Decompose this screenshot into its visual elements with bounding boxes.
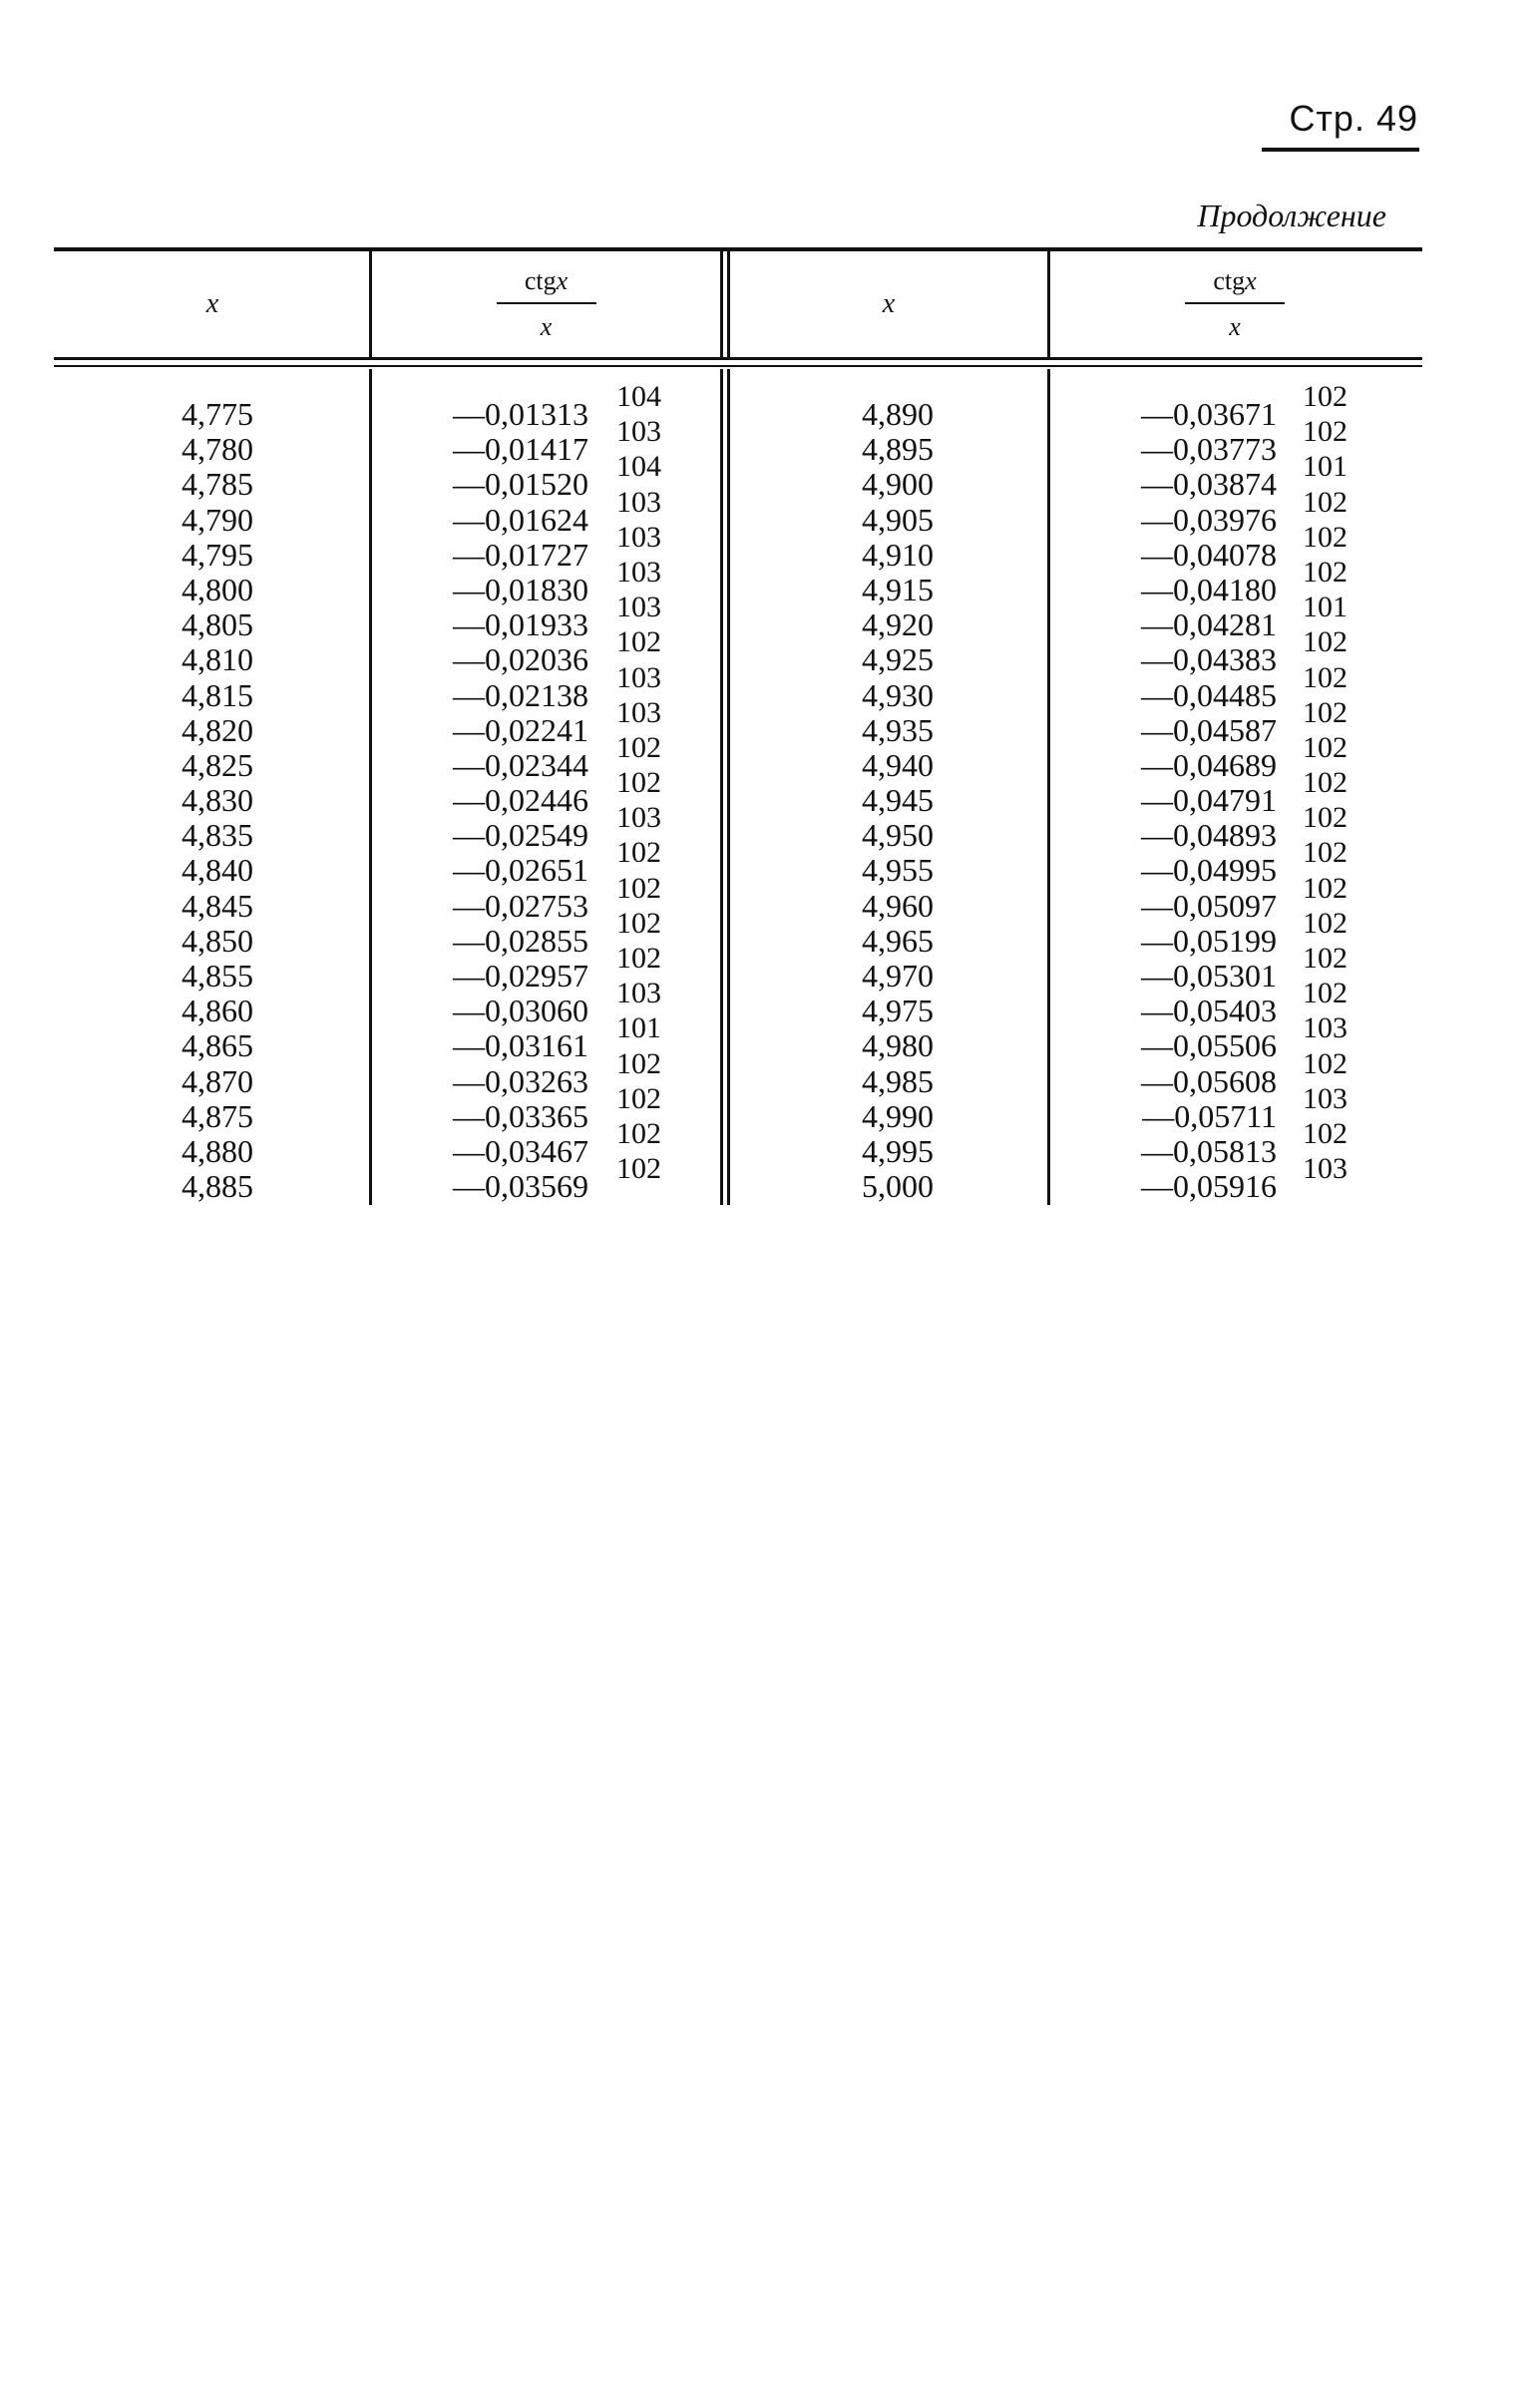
left-value-cell: —0,03365 (453, 1097, 588, 1134)
right-value-cell: —0,04180 (1141, 571, 1277, 607)
right-x-cell: 5,000 (862, 1168, 934, 1205)
right-x-cell: 4,900 (862, 466, 934, 503)
right-value-cell: —0,04689 (1141, 746, 1277, 783)
right-value-cell: —0,05403 (1141, 993, 1277, 1029)
left-value-cell: —0,01417 (453, 431, 588, 468)
right-difference-cell: 102 (1303, 520, 1348, 554)
right-value-cell: —0,04078 (1141, 536, 1277, 573)
right-value-cell: —0,05301 (1141, 958, 1277, 994)
left-value-cell: —0,02855 (453, 922, 588, 959)
right-difference-cell: 102 (1303, 766, 1348, 800)
left-difference-cell: 103 (616, 485, 661, 519)
left-difference-cell: 102 (616, 1081, 661, 1115)
left-value-cell: —0,02446 (453, 782, 588, 819)
right-x-cell: 4,955 (862, 852, 934, 889)
right-value-cell: —0,05916 (1141, 1168, 1277, 1205)
left-value-column (409, 397, 588, 1204)
right-value-cell: —0,05097 (1141, 887, 1277, 924)
right-value-cell: —0,05813 (1141, 1132, 1277, 1169)
left-x-cell: 4,860 (182, 993, 253, 1029)
left-x-cell: 4,795 (182, 536, 253, 573)
right-value-cell: —0,04485 (1141, 676, 1277, 713)
left-difference-cell: 102 (616, 766, 661, 800)
center-double-divider (720, 369, 723, 1205)
left-x-cell: 4,845 (182, 887, 253, 924)
left-difference-cell: 102 (616, 871, 661, 905)
left-difference-cell: 102 (616, 1116, 661, 1150)
left-x-cell: 4,880 (182, 1132, 253, 1169)
right-value-cell: —0,04893 (1141, 817, 1277, 854)
right-x-cell: 4,970 (862, 958, 934, 994)
left-difference-cell: 102 (616, 942, 661, 975)
right-x-cell: 4,930 (862, 676, 934, 713)
left-x-column (120, 397, 253, 1204)
right-difference-cell: 102 (1303, 871, 1348, 905)
left-value-cell: —0,03263 (453, 1062, 588, 1099)
left-value-cell: —0,03569 (453, 1168, 588, 1205)
left-difference-column (616, 379, 696, 1186)
left-value-cell: —0,02344 (453, 746, 588, 783)
left-value-cell: —0,02036 (453, 641, 588, 678)
left-value-cell: —0,01313 (453, 396, 588, 432)
left-x-cell: 4,840 (182, 852, 253, 889)
left-difference-cell: 103 (616, 977, 661, 1010)
left-value-cell: —0,02651 (453, 852, 588, 889)
left-difference-cell: 103 (616, 660, 661, 694)
left-x-cell: 4,775 (182, 396, 253, 432)
header-function-right (1050, 251, 1419, 357)
column-divider (369, 369, 372, 1205)
right-difference-cell: 103 (1303, 1081, 1348, 1115)
right-value-cell: —0,05711 (1142, 1097, 1277, 1134)
header-func-name: ctg (1213, 266, 1246, 295)
header-bottom-rule-second (54, 365, 1422, 367)
header-func-var: x (556, 266, 569, 295)
right-x-cell: 4,965 (862, 922, 934, 959)
left-x-cell: 4,835 (182, 817, 253, 854)
right-value-cell: —0,04791 (1141, 782, 1277, 819)
header-x-right (730, 251, 1047, 357)
center-double-divider (727, 369, 730, 1205)
left-x-cell: 4,875 (182, 1097, 253, 1134)
right-difference-cell: 101 (1303, 591, 1348, 624)
right-difference-cell: 102 (1303, 415, 1348, 449)
left-x-cell: 4,785 (182, 466, 253, 503)
continuation-label: Продолжение (1197, 198, 1386, 233)
left-x-cell: 4,850 (182, 922, 253, 959)
right-difference-cell: 102 (1303, 977, 1348, 1010)
right-x-cell: 4,960 (862, 887, 934, 924)
right-x-cell: 4,915 (862, 571, 934, 607)
right-difference-cell: 102 (1303, 660, 1348, 694)
right-x-cell: 4,980 (862, 1027, 934, 1064)
right-x-cell: 4,890 (862, 396, 934, 432)
left-x-cell: 4,830 (182, 782, 253, 819)
right-value-cell: —0,04383 (1141, 641, 1277, 678)
left-value-cell: —0,03161 (453, 1027, 588, 1064)
right-x-cell: 4,940 (862, 746, 934, 783)
left-x-cell: 4,780 (182, 431, 253, 468)
header-func-denominator: x (1229, 312, 1241, 341)
right-x-cell: 4,925 (862, 641, 934, 678)
left-x-cell: 4,825 (182, 746, 253, 783)
right-x-cell: 4,905 (862, 501, 934, 538)
header-function-left (372, 251, 720, 357)
right-difference-cell: 103 (1303, 1011, 1348, 1045)
right-x-cell: 4,995 (862, 1132, 934, 1169)
header-x-label: x (205, 288, 219, 319)
left-value-cell: —0,01727 (453, 536, 588, 573)
left-difference-cell: 103 (616, 520, 661, 554)
left-value-cell: —0,02957 (453, 958, 588, 994)
center-double-divider (720, 251, 723, 357)
left-value-cell: —0,01830 (453, 571, 588, 607)
left-difference-cell: 103 (616, 801, 661, 835)
right-difference-cell: 102 (1303, 1116, 1348, 1150)
right-x-cell: 4,895 (862, 431, 934, 468)
left-x-cell: 4,810 (182, 641, 253, 678)
right-difference-cell: 102 (1303, 836, 1348, 870)
right-x-column (798, 397, 934, 1204)
left-x-cell: 4,870 (182, 1062, 253, 1099)
header-func-var: x (1245, 266, 1257, 295)
left-difference-cell: 104 (616, 450, 661, 484)
right-value-cell: —0,04587 (1141, 711, 1277, 748)
right-x-cell: 4,990 (862, 1097, 934, 1134)
right-difference-cell: 102 (1303, 906, 1348, 940)
right-difference-cell: 102 (1303, 695, 1348, 729)
right-difference-cell: 102 (1303, 485, 1348, 519)
right-difference-cell: 102 (1303, 1046, 1348, 1080)
right-value-cell: —0,04995 (1141, 852, 1277, 889)
left-x-cell: 4,820 (182, 711, 253, 748)
left-difference-cell: 102 (616, 836, 661, 870)
right-x-cell: 4,945 (862, 782, 934, 819)
page-number-underline (1262, 148, 1419, 152)
right-x-cell: 4,975 (862, 993, 934, 1029)
right-difference-cell: 101 (1303, 450, 1348, 484)
right-x-cell: 4,920 (862, 606, 934, 643)
left-difference-cell: 102 (616, 906, 661, 940)
right-x-cell: 4,935 (862, 711, 934, 748)
right-difference-cell: 102 (1303, 555, 1348, 589)
left-difference-cell: 104 (616, 380, 661, 413)
right-difference-cell: 102 (1303, 380, 1348, 413)
right-value-cell: —0,03976 (1141, 501, 1277, 538)
left-difference-cell: 102 (616, 1046, 661, 1080)
left-x-cell: 4,805 (182, 606, 253, 643)
left-difference-cell: 103 (616, 591, 661, 624)
left-difference-cell: 102 (616, 730, 661, 764)
left-value-cell: —0,02549 (453, 817, 588, 854)
right-difference-cell: 102 (1303, 730, 1348, 764)
left-difference-cell: 101 (616, 1011, 661, 1045)
right-value-cell: —0,03773 (1141, 431, 1277, 468)
right-value-cell: —0,04281 (1141, 606, 1277, 643)
left-difference-cell: 103 (616, 555, 661, 589)
left-difference-cell: 103 (616, 695, 661, 729)
left-x-cell: 4,855 (182, 958, 253, 994)
left-difference-cell: 102 (616, 625, 661, 659)
right-value-cell: —0,05506 (1141, 1027, 1277, 1064)
column-divider (1047, 369, 1050, 1205)
right-value-cell: —0,03874 (1141, 466, 1277, 503)
left-value-cell: —0,01933 (453, 606, 588, 643)
right-value-cell: —0,05608 (1141, 1062, 1277, 1099)
right-difference-cell: 103 (1303, 1152, 1348, 1186)
header-x-label: x (882, 288, 896, 319)
right-difference-cell: 102 (1303, 625, 1348, 659)
left-x-cell: 4,800 (182, 571, 253, 607)
header-func-denominator: x (540, 312, 553, 341)
right-value-column (1093, 397, 1277, 1204)
right-x-cell: 4,910 (862, 536, 934, 573)
left-value-cell: —0,02138 (453, 676, 588, 713)
left-value-cell: —0,01624 (453, 501, 588, 538)
header-x-left (56, 251, 369, 357)
right-value-cell: —0,05199 (1141, 922, 1277, 959)
left-difference-cell: 102 (616, 1152, 661, 1186)
left-value-cell: —0,02241 (453, 711, 588, 748)
left-x-cell: 4,865 (182, 1027, 253, 1064)
left-value-cell: —0,01520 (453, 466, 588, 503)
header-func-name: ctg (524, 266, 557, 295)
right-x-cell: 4,950 (862, 817, 934, 854)
right-x-cell: 4,985 (862, 1062, 934, 1099)
right-difference-column (1303, 379, 1382, 1186)
left-x-cell: 4,815 (182, 676, 253, 713)
left-x-cell: 4,885 (182, 1168, 253, 1205)
right-value-cell: —0,03671 (1141, 396, 1277, 432)
left-x-cell: 4,790 (182, 501, 253, 538)
header-bottom-rule (54, 357, 1422, 360)
right-difference-cell: 102 (1303, 942, 1348, 975)
left-value-cell: —0,02753 (453, 887, 588, 924)
left-value-cell: —0,03467 (453, 1132, 588, 1169)
page-number: Стр. 49 (1289, 98, 1418, 139)
left-difference-cell: 103 (616, 415, 661, 449)
left-value-cell: —0,03060 (453, 993, 588, 1029)
right-difference-cell: 102 (1303, 801, 1348, 835)
